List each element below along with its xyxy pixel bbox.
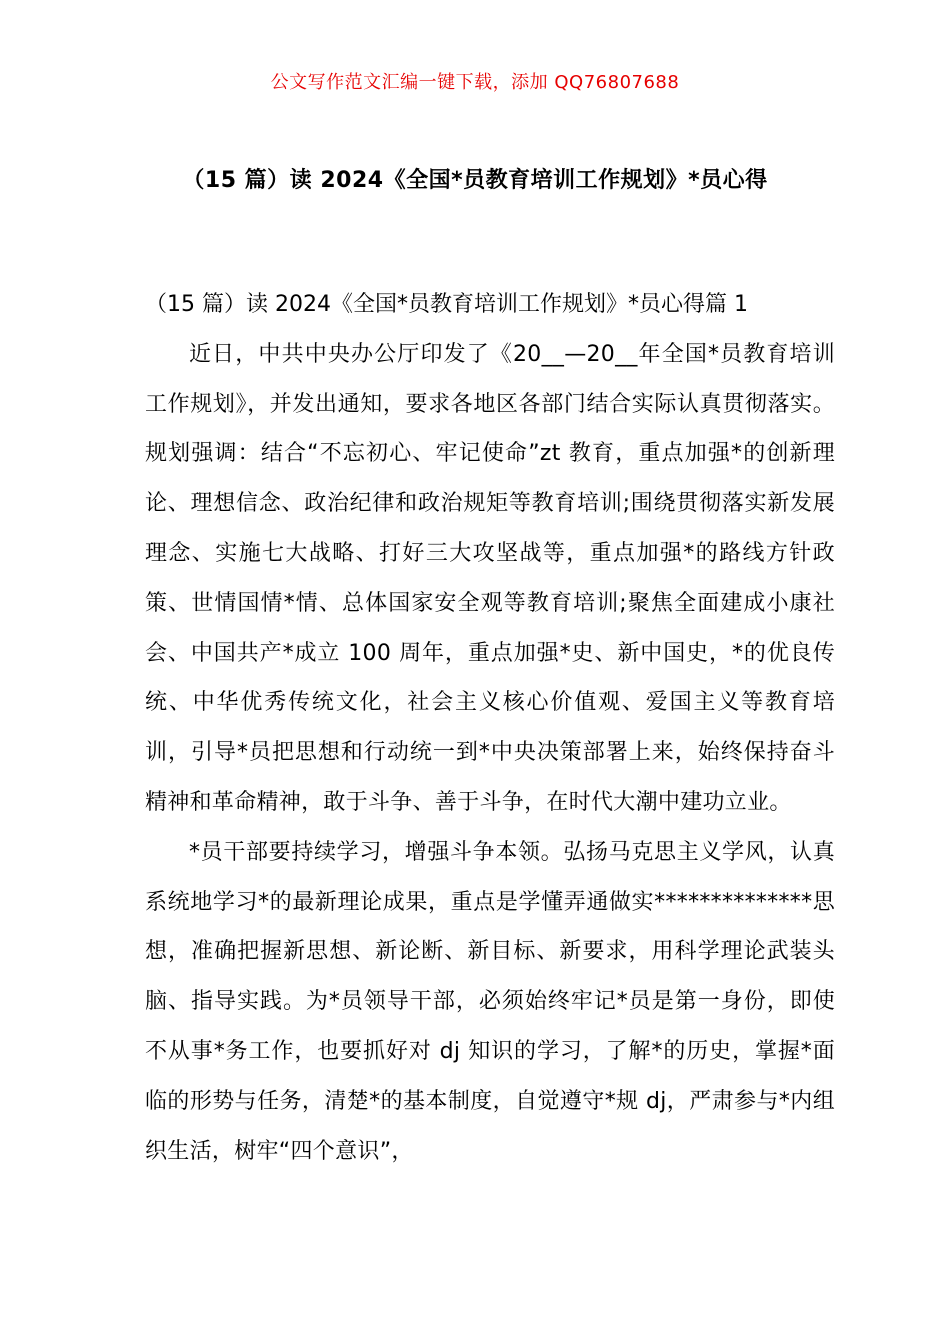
header-download-note: 公文写作范文汇编一键下载，添加 QQ76807688 (270, 72, 680, 93)
paragraph-2: *员干部要持续学习，增强斗争本领。弘扬马克思主义学风，认真系统地学习*的最新理论成果，重点是学懂弄通做实**************思想，准确把握新思想、新论断、新目标、新要求，用科学理论武装头脑、指导实践。为*员领导干部，必须始终牢记*员是第一身份，即使不从事*务工作，也要抓好对 dj 知识的学习，了解*的历史，掌握*面临的形势与任务，清楚*的基本制度，自觉遵守*规 dj，严肃参与*内组织生活，树牢“四个意识”， (145, 839, 835, 1164)
section-heading: （15 篇）读 2024《全国*员教育培训工作规划》*员心得篇 1 (145, 292, 748, 317)
document-title: （15 篇）读 2024《全国*员教育培训工作规划》*员心得 (182, 168, 768, 193)
document-body (145, 280, 835, 1176)
paragraph-1: 近日，中共中央办公厅印发了《20__—20__年全国*员教育培训工作规划》，并发出通知，要求各地区各部门结合实际认真贯彻落实。规划强调：结合“不忘初心、牢记使命”zt 教育，重点加强*的创新理论、理想信念、政治纪律和政治规矩等教育培训;围绕贯彻落实新发展理念、实施七大战略、打好三大攻坚战等，重点加强*的路线方针政策、世情国情*情、总体国家安全观等教育培训;聚焦全面建成小康社会、中国共产*成立 100 周年，重点加强*史、新中国史，*的优良传统、中华优秀传统文化，社会主义核心价值观、爱国主义等教育培训，引导*员把思想和行动统一到*中央决策部署上来，始终保持奋斗精神和革命精神，敢于斗争、善于斗争，在时代大潮中建功立业。 (145, 341, 835, 815)
